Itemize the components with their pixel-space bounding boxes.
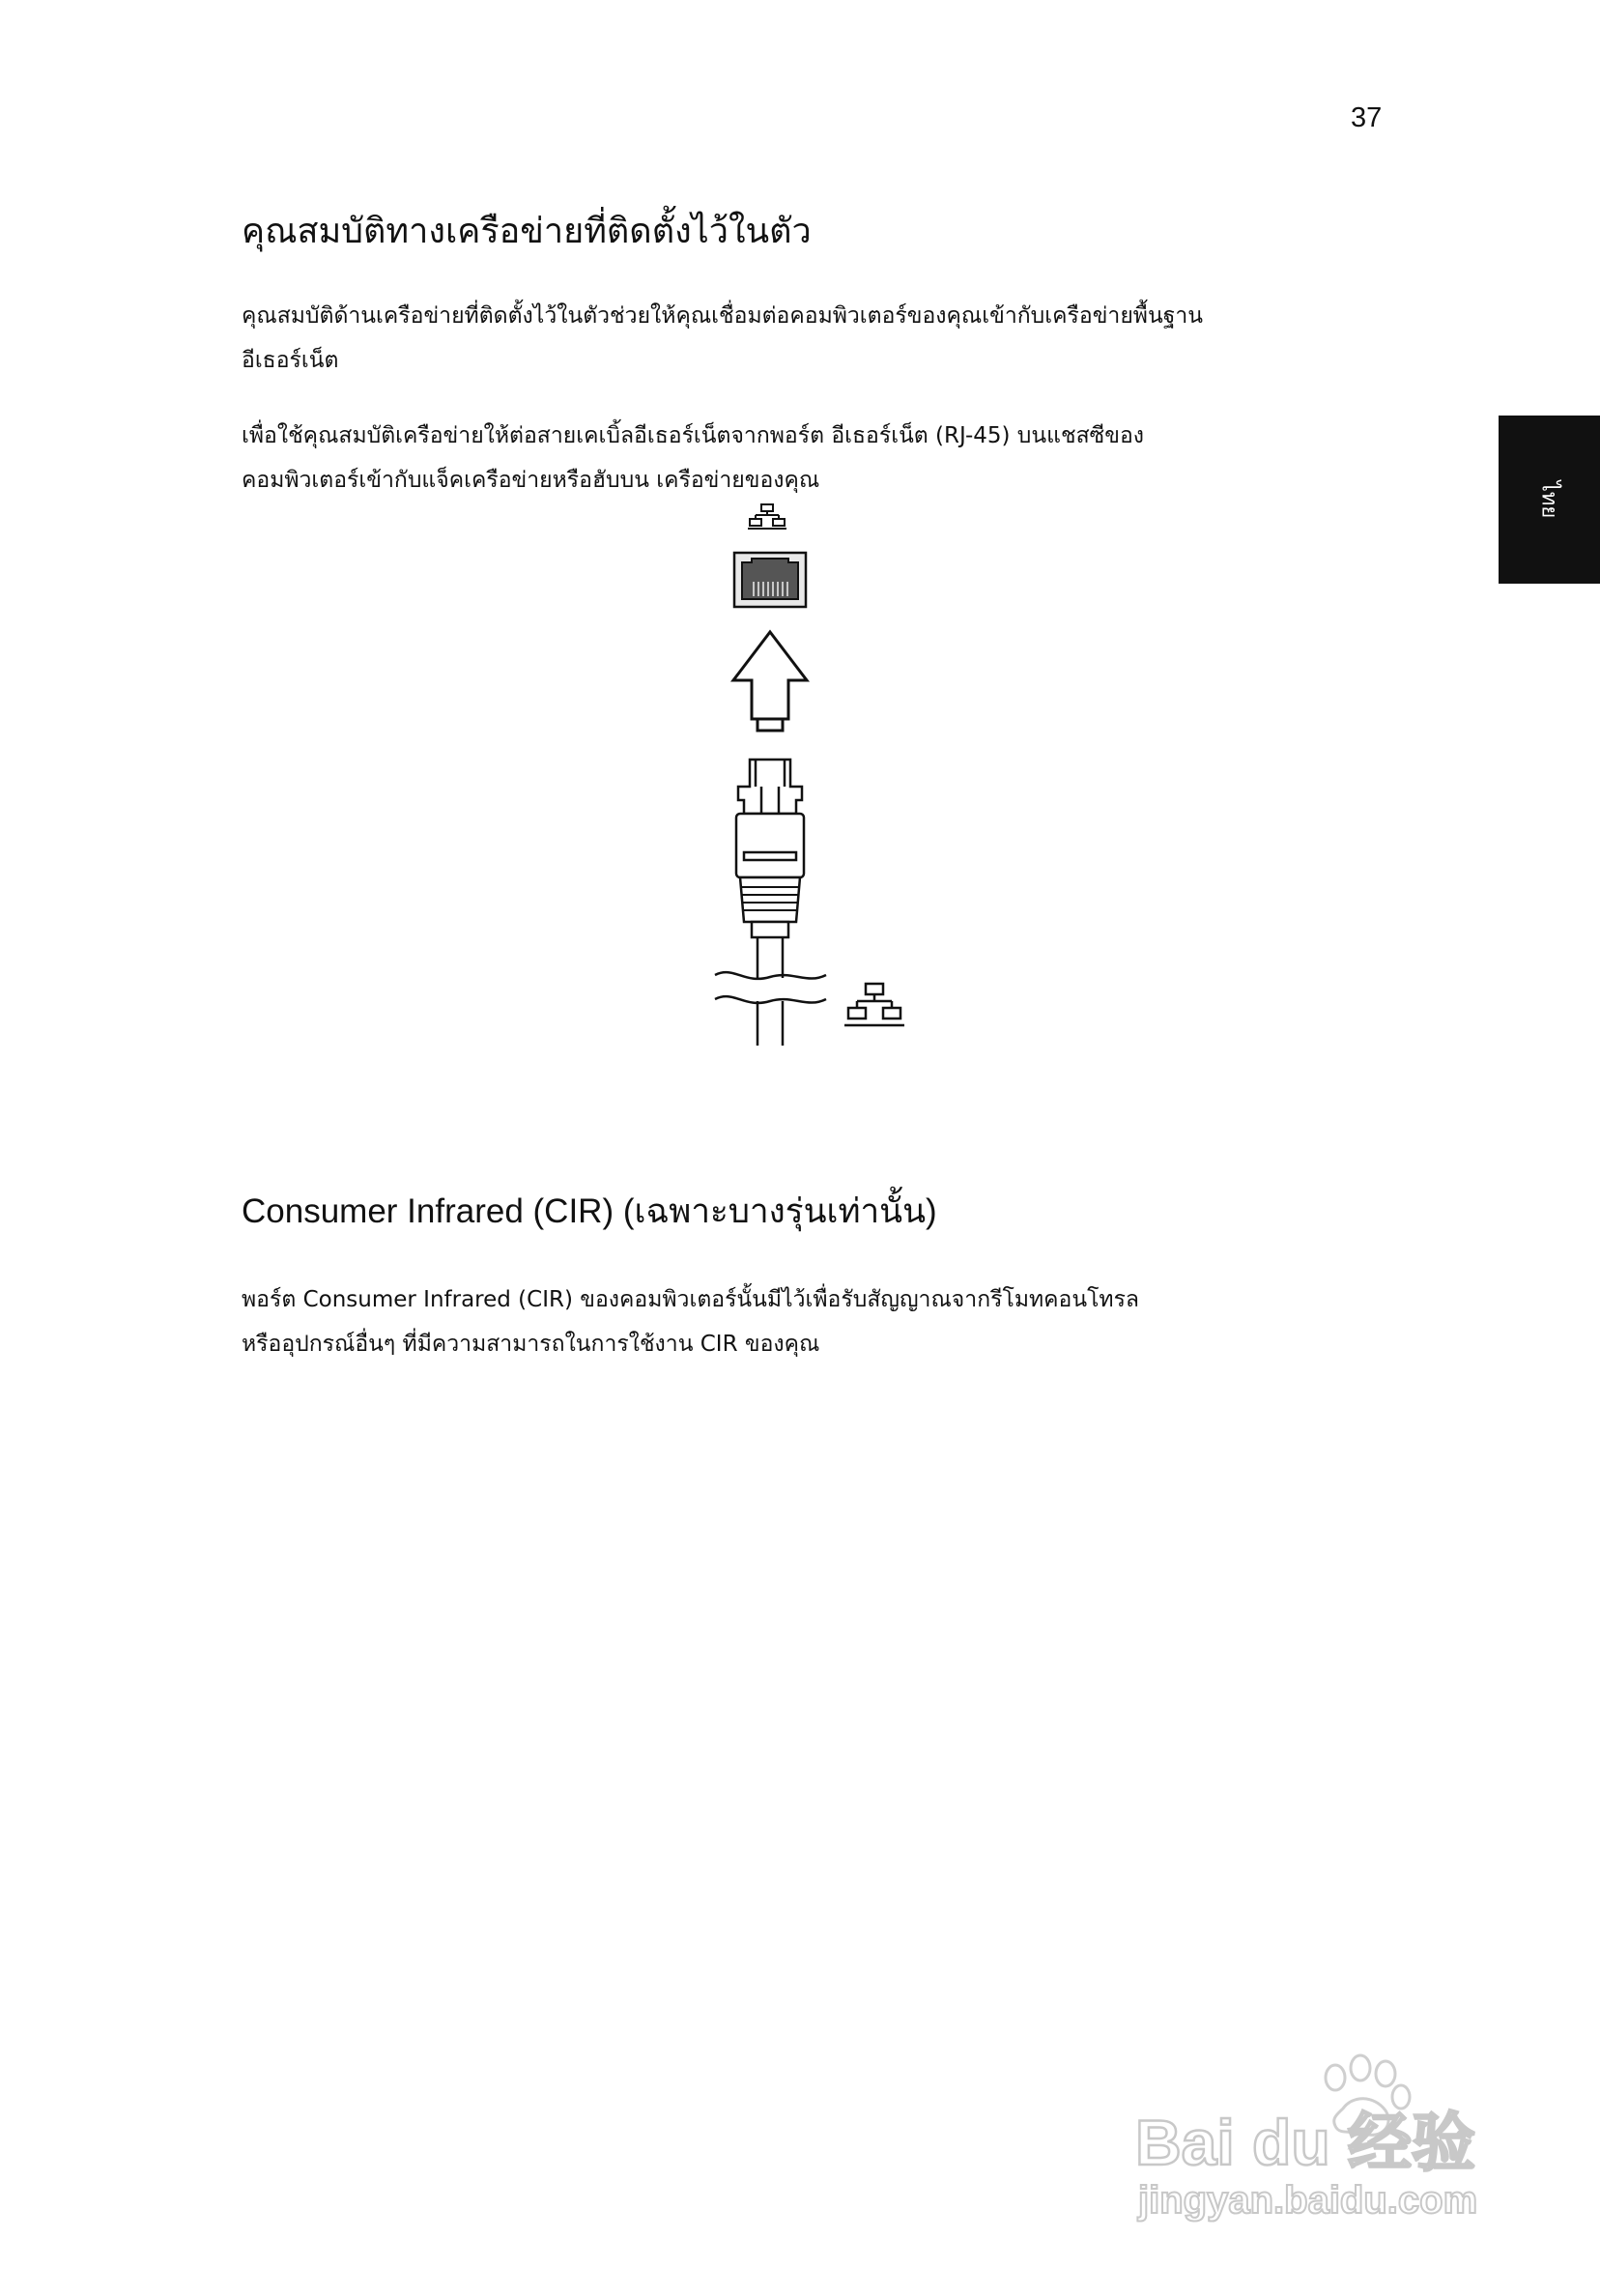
paragraph-line: อีเธอร์เน็ต — [242, 348, 339, 373]
section-heading-cir: Consumer Infrared (CIR) (เฉพาะบางรุ่นเท่านั้น) — [242, 1192, 937, 1230]
watermark-brand: Bai du 经验 — [1135, 2107, 1476, 2178]
language-tab — [1499, 416, 1600, 584]
language-tab-label: ไทย — [1536, 480, 1560, 519]
paragraph-line: พอร์ต Consumer Infrared (CIR) ของคอมพิวเตอร์นั้นมีไว้เพื่อรับสัญญาณจากรีโมทคอนโทรล — [242, 1287, 1140, 1312]
rj45-plug-icon — [736, 760, 804, 937]
page-number: 37 — [1351, 102, 1383, 133]
paragraph-line: เพื่อใช้คุณสมบัติเครือข่ายให้ต่อสายเคเบิ้ลอีเธอร์เน็ตจากพอร์ต อีเธอร์เน็ต (RJ-45) บนแชสซีของ — [242, 423, 1144, 448]
network-paragraph-2 — [242, 414, 1333, 502]
baidu-watermark-logo — [1121, 2039, 1507, 2223]
ethernet-connection-diagram — [676, 497, 928, 1048]
network-paragraph-1 — [242, 294, 1333, 383]
arrow-up-icon — [733, 632, 807, 731]
rj45-port-icon — [734, 553, 806, 607]
paragraph-line: คุณสมบัติด้านเครือข่ายที่ติดตั้งไว้ในตัวช่วยให้คุณเชื่อมต่อคอมพิวเตอร์ของคุณเข้ากับเครือข่ายพื้นฐาน — [242, 303, 1204, 329]
cir-paragraph — [242, 1277, 1333, 1366]
paragraph-line: หรืออุปกรณ์อื่นๆ ที่มีความสามารถในการใช้งาน CIR ของคุณ — [242, 1332, 820, 1357]
network-icon — [748, 504, 786, 529]
ethernet-cable — [715, 937, 826, 1046]
watermark-url: jingyan.baidu.com — [1138, 2179, 1478, 2222]
section-heading-network: คุณสมบัติทางเครือข่ายที่ติดตั้งไว้ในตัว — [242, 212, 812, 251]
paragraph-line: คอมพิวเตอร์เข้ากับแจ็คเครือข่ายหรือฮับบน เครือข่ายของคุณ — [242, 468, 820, 493]
network-icon — [844, 984, 904, 1025]
